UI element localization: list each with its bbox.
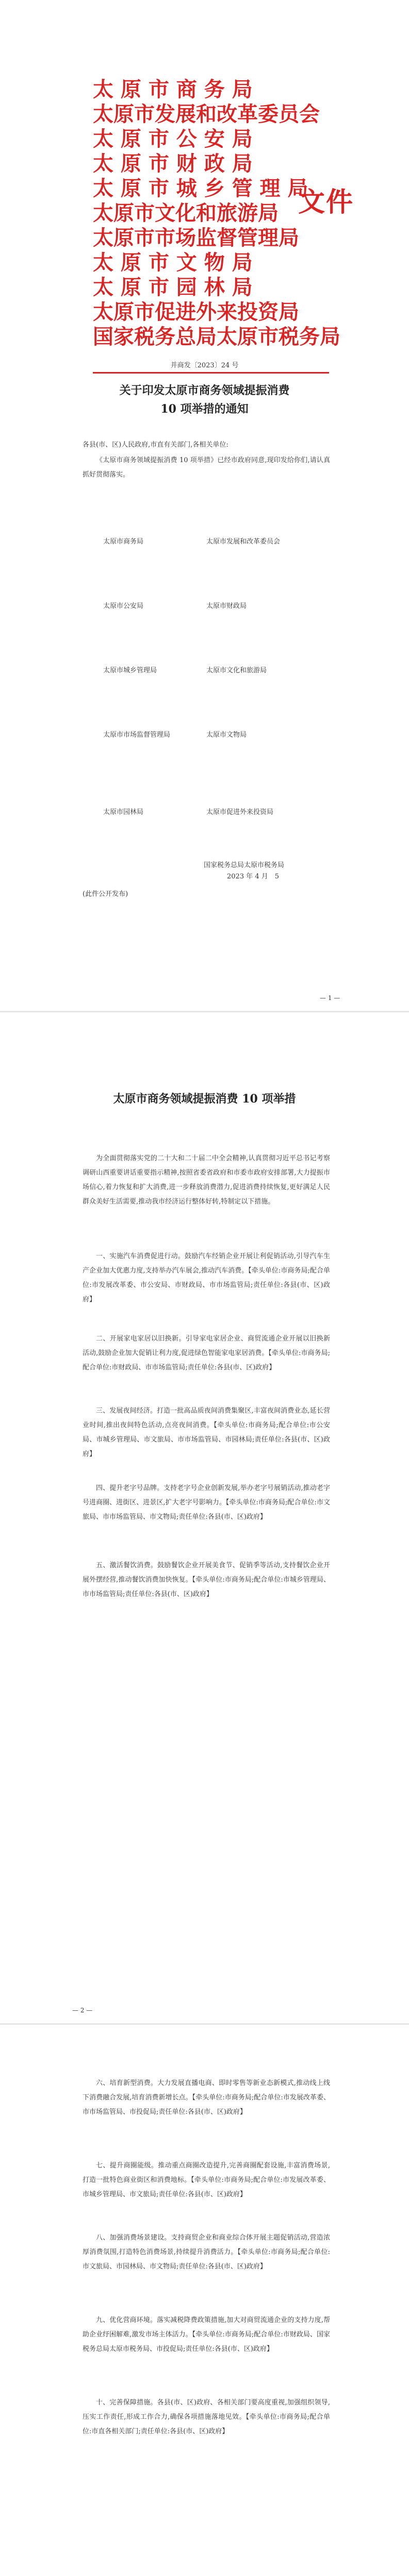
measure-item: 十、完善保障措施。各县(市、区)政府、各相关部门要高度重视,加强组织领导,压实工作责任,形成工作合力,确保各项措施落地见效。【牵头单位:市商务局;配合单位:市直各相关部门;责任单位:各县(市、区)政府】 (83, 2399, 330, 2435)
org-name: 太 原 市 园 林 局 (93, 275, 253, 299)
measure-item: 七、提升商圈能级。推动重点商圈改造提升,完善商圈配套设施,丰富消费场景,打造一批特色商业街区和消费地标。【牵头单位:市商务局;配合单位:市发展改革委、市城乡管理局、市文旅局;责任单位:各县(市、区)政府】 (83, 2162, 330, 2198)
org-name: 国家税务总局太原市税务局 (93, 325, 340, 349)
signature-left: 太原市商务局 (103, 538, 144, 546)
org-name: 太原市发展和改革委员会 (93, 102, 320, 126)
page-2 (0, 1012, 409, 2023)
doc-word: 文件 (298, 187, 354, 218)
page-1 (0, 0, 409, 1011)
issue-date: 2023 年 4 月 5 (227, 873, 280, 880)
measure-item: 三、发展夜间经济。打造一批高品质夜间消费集聚区,丰富夜间消费业态,延长营业时间,推出夜间特色活动,点亮夜间消费。【牵头单位:市商务局;配合单位:市公安局、市城乡管理局、市文旅局、市市场监管局、市园林局;责任单位:各县(市、区)政府】 (83, 1407, 330, 1458)
signature-right: 太原市促进外来投资局 (206, 808, 274, 816)
signature-right: 太原市文物局 (206, 731, 247, 739)
org-name: 太 原 市 城 乡 管 理 局 (93, 176, 308, 200)
notice-title-line2: 10 项举措的通知 (160, 402, 249, 416)
measure-item: 二、开展家电家居以旧换新。引导家电家居企业、商贸流通企业开展以旧换新活动,鼓励企业加大促销让利力度,促进绿色智能家电家居消费。【牵头单位:市商务局;配合单位:市财政局、市市场监管局;责任单位:各县(市、区)政府】 (83, 1335, 330, 1371)
signature-left: 太原市园林局 (103, 808, 144, 816)
page-number: — 1 — (320, 994, 340, 1002)
measure-item: 四、提升老字号品牌。支持老字号企业创新发展,举办老字号展销活动,推动老字号进商圈、进街区、进景区,扩大老字号影响力。【牵头单位:市商务局;配合单位:市文旅局、市市场监管局、市文物局;责任单位:各县(市、区)政府】 (83, 1484, 330, 1521)
recipients: 各县(市、区)人民政府,市直有关部门,各相关单位: (83, 441, 228, 449)
measure-item: 九、优化营商环境。落实减税降费政策措施,加大对商贸流通企业的支持力度,帮助企业纾困解难,激发市场主体活力。【牵头单位:市商务局;配合单位:市财政局、国家税务总局太原市税务局、市投促局;责任单位:各县(市、区)政府】 (83, 2316, 330, 2353)
last-signature: 国家税务总局太原市税务局 (204, 861, 285, 869)
signature-left: 太原市公安局 (103, 602, 144, 610)
page-number: — 2 — (72, 2007, 93, 2014)
signature-right: 太原市财政局 (206, 602, 247, 610)
org-name: 太 原 市 商 务 局 (93, 77, 253, 101)
measures-intro: 为全面贯彻落实党的二十大和二十届二中全会精神,认真贯彻习近平总书记考察调研山西重要讲话重要指示精神,按照省委省政府和市委市政府安排部署,大力提振市场信心,着力恢复和扩大消费,进一步释放消费潜力,促进消费持续恢复,更好满足人民群众美好生活需要,推动我市经济运行整体好转,特制定以下措施。 (83, 1155, 330, 1206)
measure-item: 五、激活餐饮消费。鼓励餐饮企业开展美食节、促销季等活动,支持餐饮企业开展外摆经营,推动餐饮消费加快恢复。【牵头单位:市商务局;配合单位:市城乡管理局、市市场监管局;责任单位:各县(市、区)政府】 (83, 1562, 330, 1598)
page-3 (0, 2025, 409, 2576)
measure-item: 一、实施汽车消费促进行动。鼓励汽车经销企业开展让利促销活动,引导汽车生产企业加大优惠力度,支持举办汽车展会,推动汽车消费。【牵头单位:市商务局;配合单位:市发展改革委、市公安局、市财政局、市市场监管局;责任单位:各县(市、区)政府】 (83, 1252, 330, 1303)
measure-item: 八、加强消费场景建设。支持商贸企业和商业综合体开展主题促销活动,营造浓厚消费氛围,打造特色消费场景,持续提升消费活力。【牵头单位:市商务局;配合单位:市文旅局、市园林局、市文物局;责任单位:各县(市、区)政府】 (83, 2234, 330, 2270)
public-note: (此件公开发布) (83, 890, 128, 898)
measures-title: 太原市商务领域提振消费 10 项举措 (113, 1092, 296, 1106)
document-number: 并商发〔2023〕24 号 (170, 362, 239, 369)
org-name: 太 原 市 公 安 局 (93, 127, 253, 151)
notice-title-line1: 关于印发太原市商务领域提振消费 (119, 384, 290, 397)
signature-right: 太原市发展和改革委员会 (206, 538, 281, 546)
signature-left: 太原市市场监督管理局 (103, 731, 171, 739)
red-divider-line (93, 372, 329, 374)
measure-item: 六、培育新型消费。大力发展直播电商、即时零售等新业态新模式,推动线上线下消费融合发展,培育消费新增长点。【牵头单位:市商务局;配合单位:市发展改革委、市市场监管局、市投促局;责任单位:各县(市、区)政府】 (83, 2079, 330, 2116)
org-name: 太 原 市 财 政 局 (93, 151, 253, 176)
signature-right: 太原市文化和旅游局 (206, 667, 267, 674)
notice-body: 《太原市商务领域提振消费 10 项举措》已经市政府同意,现印发给你们,请认真抓好贯彻落实。 (83, 456, 330, 479)
signature-left: 太原市城乡管理局 (103, 667, 157, 674)
org-name: 太原市促进外来投资局 (93, 300, 299, 324)
org-name: 太原市市场监督管理局 (93, 226, 299, 250)
org-name: 太 原 市 文 物 局 (93, 250, 253, 275)
org-name: 太原市文化和旅游局 (93, 201, 279, 225)
